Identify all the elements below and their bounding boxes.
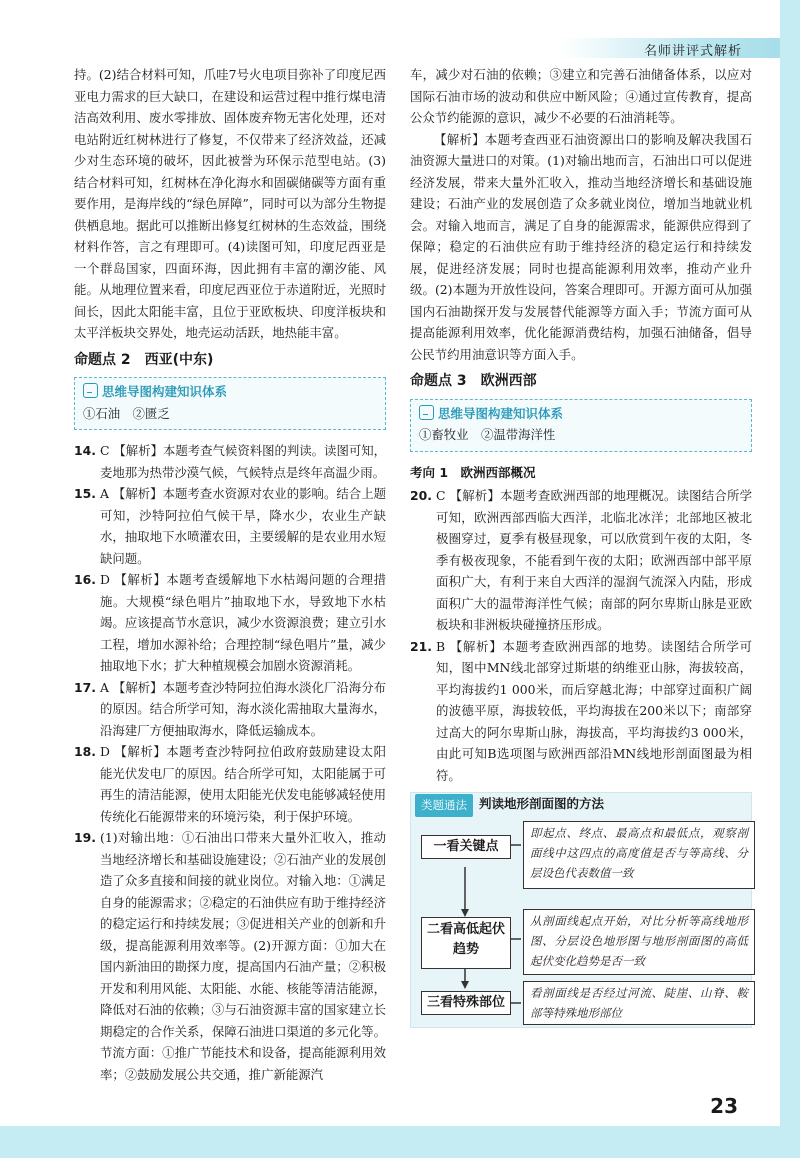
method-tag: 类题通法 xyxy=(415,794,473,818)
answer-item xyxy=(74,827,386,1085)
arrow-head xyxy=(461,981,469,989)
question-number: 16. xyxy=(74,572,96,587)
analysis-paragraph: 【解析】本题考查西亚石油资源出口的影响及解决我国石油资源大量进口的对策。(1)对输出地而言，石油出口可以促进经济发展，带来大量外汇收入，推动当地经济增长和基础设施建设；石油产业的发展创造了众多就业岗位，增加当地就业机会。对输入地而言，满足了自身的能源需求，能源供应得到了保障；稳定的石油供应有助于维持经济的稳定运行和持续发展，促进经济发展；同时也提高能源利用效率，推动产业升级。(2)本题为开放性设问，答案合理即可。开源方面可从加强国内石油勘探开发与发展替代能源等方面入手；节流方面可从提高能源利用效率，优化能源消费结构，加强石油储备，倡导公民节约用油意识等方面入手。 xyxy=(410,131,752,362)
answer-item xyxy=(410,485,752,636)
answer-item xyxy=(74,677,386,742)
answer-item xyxy=(410,636,752,787)
question-number: 20. xyxy=(410,488,432,503)
mind-map-title: 思维导图构建知识体系 xyxy=(102,384,228,399)
question-number: 15. xyxy=(74,486,96,501)
question-number: 19. xyxy=(74,830,96,845)
right-margin-tint xyxy=(780,0,800,1158)
question-number: 18. xyxy=(74,744,96,759)
mind-map-box xyxy=(74,377,386,430)
step-box: 三看特殊部位 xyxy=(421,991,511,1015)
paragraph: 车，减少对石油的依赖；③建立和完善石油储备体系，以应对国际石油市场的波动和供应中断风险；④通过宣传教育，提高公众节约能源的意识，减少不必要的石油消耗等。 xyxy=(410,67,752,125)
mind-map-items: ①畜牧业 ②温带海洋性 xyxy=(419,427,556,442)
step-note: 看剖面线是否经过河流、陡崖、山脊、鞍部等特殊地形部位 xyxy=(523,981,755,1025)
step-box: 二看高低起伏趋势 xyxy=(421,917,511,969)
answer-text: A 【解析】本题考查沙特阿拉伯海水淡化厂沿海分布的原因。结合所学可知，海水淡化需抽取大量海水，沿海建厂方便抽取海水，降低运输成本。 xyxy=(100,679,386,738)
answer-text: C 【解析】本题考查气候资料图的判读。读图可知，麦地那为热带沙漠气候，气候特点是终年高温少雨。 xyxy=(100,443,387,480)
mind-map-items: ①石油 ②匮乏 xyxy=(83,405,170,421)
answer-text: B 【解析】本题考查欧洲西部的地势。读图结合所学可知，图中MN线北部穿过斯堪的纳维亚山脉，海拔较高，平均海拔约1 000米，而后穿越北海；中部穿过面积广阔的波德平原，海拔较低，平均海拔在200米以下；南部穿过高大的阿尔卑斯山脉，海拔高，平均海拔约3 000米，由此可知B选项图与欧洲西部沿MN线地形剖面图最为相符。 xyxy=(436,638,752,783)
answer-item xyxy=(74,440,386,483)
section-heading: 命题点 3 欧洲西部 xyxy=(410,373,537,389)
page-number: 23 xyxy=(710,1094,738,1118)
method-box xyxy=(410,792,752,1028)
notebook-icon xyxy=(83,383,98,398)
question-number: 21. xyxy=(410,638,432,654)
answer-text: C 【解析】本题考查欧洲西部的地理概况。读图结合所学可知，欧洲西部西临大西洋，北临北冰洋；北部地区被北极圈穿过，夏季有极昼现象，可以欣赏到午夜的太阳，冬季有极夜现象，不能看到午夜的太阳；欧洲西部中部平原面积广大，有利于来自大西洋的湿润气流深入内陆，形成面积广大的温带海洋性气候；南部的阿尔卑斯山脉是亚欧板块和非洲板块碰撞挤压形成。 xyxy=(436,488,752,632)
answer-text: D 【解析】本题考查缓解地下水枯竭问题的合理措施。大规模“绿色唱片”抽取地下水，导致地下水枯竭。应该提高节水意识，减少水资源浪费；建立引水工程，增加水源补给；合理控制“绿色唱片”量，减少抽取地下水；扩大种植规模会加剧水资源消耗。 xyxy=(100,572,386,673)
question-number: 14. xyxy=(74,443,96,458)
right-column xyxy=(410,64,752,1028)
notebook-icon xyxy=(419,405,434,420)
step-note: 即起点、终点、最高点和最低点，观察剖面线中这四点的高度值是否与等高线、分层设色代表数值一致 xyxy=(523,821,755,889)
section-heading: 命题点 2 西亚(中东) xyxy=(74,351,214,368)
answer-item xyxy=(74,483,386,569)
question-number: 17. xyxy=(74,679,96,695)
answer-item xyxy=(74,741,386,827)
answer-text: (1)对输出地：①石油出口带来大量外汇收入，推动当地经济增长和基础设施建设；②石油产业的发展创造了众多直接和间接的就业岗位。对输入地：①满足自身的能源需求；②稳定的石油供应有助于维持经济的稳定运行和持续发展；③促进相关产业的创新和升级，提高能源利用效率等。(2)开源方面：①加大在国内新油田的勘探力度，提高国内石油产量；②积极开发和利用风能、太阳能、水能、核能等清洁能源，降低对石油的依赖；③与石油资源丰富的国家建立长期稳定的合作关系，保障石油进口渠道的多元化等。节流方面：①推广节能技术和设备，提高能源利用效率；②鼓励发展公共交通，推广新能源汽 xyxy=(100,830,386,1082)
answer-text: D 【解析】本题考查沙特阿拉伯政府鼓励建设太阳能光伏发电厂的原因。结合所学可知，太阳能属于可再生的清洁能源，使用太阳能光伏发电能够减轻使用传统化石能源带来的环境污染，利于保护环境。 xyxy=(100,744,386,824)
answer-item xyxy=(74,569,386,677)
paragraph: 持。(2)结合材料可知，爪哇7号火电项目弥补了印度尼西亚电力需求的巨大缺口，在建设和运营过程中推行煤电清洁高效利用、废水零排放、固体废弃物无害化处理，还对电站附近红树林进行了修复，不仅带来了经济效益，还减少对生态环境的破坏，因此被誉为环保示范型电站。(3)结合材料可知，红树林在净化海水和固碳储碳等方面有重要作用，是海岸线的“绿色屏障”，同时可以为部分生物提供栖息地。据此可以推断出修复红树林的生态效益，围绕材料作答，言之有理即可。(4)读图可知，印度尼西亚是一个群岛国家，四面环海，因此拥有丰富的潮汐能、风能。从地理位置来看，印度尼西亚位于赤道附近，光照时间长，因此太阳能丰富，且位于亚欧板块、印度洋板块和太平洋板块交界处，地壳运动活跃，地热能丰富。 xyxy=(74,67,386,340)
step-note: 从剖面线起点开始，对比分析等高线地形图、分层设色地形图与地形剖面图的高低起伏变化趋势是否一致 xyxy=(523,909,755,975)
mind-map-title: 思维导图构建知识体系 xyxy=(438,405,564,421)
arrow-head xyxy=(461,909,469,917)
running-header: 名师讲评式解析 xyxy=(643,44,742,59)
bottom-margin-tint xyxy=(0,1126,800,1158)
method-title: 判读地形剖面图的方法 xyxy=(479,796,605,812)
mind-map-box xyxy=(410,399,752,452)
step-box: 一看关键点 xyxy=(421,835,511,859)
left-column xyxy=(74,64,386,1085)
answer-text: A 【解析】本题考查水资源对农业的影响。结合上题可知，沙特阿拉伯气候干旱，降水少，农业生产缺水，抽取地下水喷灌农田，主要缓解的是农业用水短缺问题。 xyxy=(100,486,386,566)
sub-heading: 考向 1 欧洲西部概况 xyxy=(410,464,536,480)
